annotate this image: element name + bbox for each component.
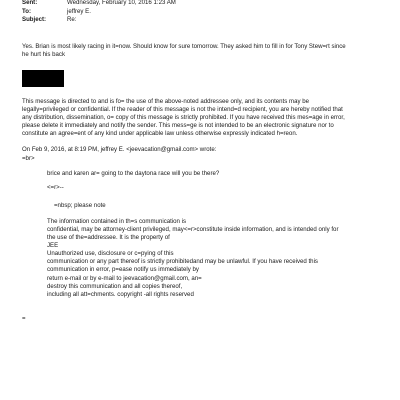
disclaimer-line: please delete it immediately and notify the sender. This mess=ge is not intended to be an electronic signature nor to bbox=[22, 122, 334, 130]
sent-label: Sent: bbox=[22, 0, 38, 6]
sent-row bbox=[22, 0, 390, 8]
sent-value: Wednesday, February 10, 2016 1:23 AM bbox=[67, 0, 176, 6]
note-line: =nbsp; please note bbox=[54, 201, 106, 209]
email-header bbox=[22, 0, 390, 25]
disclaimer bbox=[22, 98, 390, 138]
subject-value: Re: bbox=[67, 16, 77, 24]
disclaimer-line: legally=privileged or confidential. If the reader of this message is not the intend=d recipient, you are hereby notified that bbox=[22, 106, 343, 114]
subject-label: Subject: bbox=[22, 16, 47, 24]
confidential-line: JEE bbox=[47, 242, 59, 250]
confidential-line: communication or any part thereof is strictly prohibitedand may be unlawful. If you have received this bbox=[47, 258, 318, 266]
to-value: jeffrey E. bbox=[67, 7, 91, 15]
confidentiality-notice bbox=[47, 218, 390, 299]
reply-text bbox=[22, 43, 390, 59]
confidential-line: including all att=chments. copyright -all rights reserved bbox=[47, 290, 194, 298]
confidential-line: destroy this communication and all copies thereof, bbox=[47, 282, 183, 290]
confidential-line: The information contained in th=s communication is bbox=[47, 217, 187, 225]
reply-line: he hurt his back bbox=[22, 50, 66, 58]
confidential-line: return e-mail or by e-mail to jeevacation@gmail.com, an= bbox=[47, 274, 202, 282]
confidential-line: Unauthorized use, disclosure or c=pying of this bbox=[47, 250, 174, 258]
quote-header-line: On Feb 9, 2016, at 8:19 PM, jeffrey E. <jeevacation@gmail.com> wrote: bbox=[22, 146, 217, 154]
confidential-line: the use of the=addressee. It is the property of bbox=[47, 234, 170, 242]
disclaimer-line: any distribution, dissemination, o= copy of this message is strictly prohibited. If you have received this mes=age in error, bbox=[22, 114, 345, 122]
quoted-message: brice and karen ar= going to the daytona race will you be there? bbox=[47, 169, 220, 177]
quoted-block bbox=[47, 170, 390, 299]
to-label: To: bbox=[22, 7, 32, 15]
quote-header-line: =br> bbox=[22, 154, 35, 162]
reply-line: Yes. Brian is most likely racing in it=now. Should know for sure tomorrow. They asked him to fill in for Tony Stew=rt since bbox=[22, 42, 346, 50]
subject-row bbox=[22, 16, 390, 25]
disclaimer-line: This message is directed to and is fo= the use of the above-noted addressee only, and its contents may be bbox=[22, 97, 309, 105]
quote-header bbox=[22, 146, 390, 162]
tags-line: <=r>-- bbox=[47, 183, 64, 191]
disclaimer-line: constitute an agree=ent of any kind under applicable law unless otherwise expressly indicated h=reon. bbox=[22, 130, 298, 138]
redaction-block bbox=[22, 70, 64, 87]
trailing-char: = bbox=[22, 314, 26, 322]
confidential-line: communication in error, p=ease notify us immediately by bbox=[47, 266, 199, 274]
confidential-line: confidential, may be attorney-client privileged, may<=r>constitute inside information, and is intended only for bbox=[47, 226, 339, 233]
to-row bbox=[22, 8, 390, 17]
